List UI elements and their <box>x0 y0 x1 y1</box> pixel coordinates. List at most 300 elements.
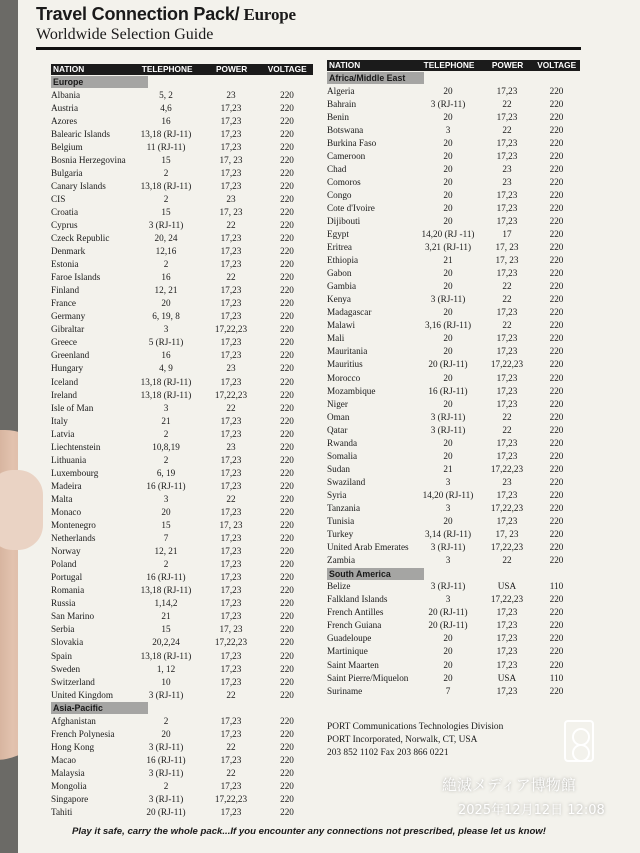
nation-cell: Azores <box>51 115 78 126</box>
table-row <box>327 672 580 685</box>
power-cell: 17,23 <box>220 337 242 348</box>
table-row <box>327 202 580 215</box>
power-cell: 17,23 <box>220 102 242 113</box>
power-cell: 17,23 <box>496 202 518 213</box>
table-row <box>327 150 580 163</box>
power-cell: 17,22,23 <box>214 389 248 400</box>
table-header <box>327 60 580 71</box>
table-row <box>51 480 313 493</box>
nation-cell: Afghanistan <box>51 715 96 726</box>
guide-subtitle: Worldwide Selection Guide <box>36 26 214 43</box>
voltage-cell: 220 <box>549 542 564 553</box>
header-nation: NATION <box>329 60 361 70</box>
voltage-cell: 220 <box>280 624 294 635</box>
telephone-cell: 3 <box>163 324 169 335</box>
power-cell: 17,23 <box>220 128 242 139</box>
nation-cell: Macao <box>51 754 76 765</box>
voltage-cell: 220 <box>549 450 564 461</box>
telephone-cell: 13,18 (RJ-11) <box>140 650 192 661</box>
nation-cell: Portugal <box>51 572 83 583</box>
telephone-cell: 12, 21 <box>154 546 178 557</box>
voltage-cell: 220 <box>280 233 294 244</box>
power-cell: USA <box>497 581 517 592</box>
power-cell: 23 <box>226 89 236 100</box>
power-cell: 23 <box>502 176 512 187</box>
header-telephone: TELEPHONE <box>141 64 193 74</box>
power-cell: 17,23 <box>220 167 242 178</box>
power-cell: 17,23 <box>496 516 518 527</box>
power-cell: 17,23 <box>220 546 242 557</box>
telephone-cell: 20, 24 <box>154 233 178 244</box>
nation-cell: Austria <box>51 102 79 113</box>
voltage-cell: 220 <box>280 741 294 752</box>
table-row <box>327 176 580 189</box>
power-cell: 17,23 <box>220 233 242 244</box>
voltage-cell: 220 <box>280 259 294 270</box>
voltage-cell: 220 <box>549 359 564 370</box>
nation-cell: Guadeloupe <box>327 633 372 644</box>
voltage-cell: 220 <box>549 529 564 540</box>
voltage-cell: 220 <box>280 89 294 100</box>
voltage-cell: 220 <box>280 428 294 439</box>
power-cell: 17,23 <box>220 728 242 739</box>
power-cell: 17,23 <box>220 715 242 726</box>
nation-cell: Madeira <box>51 480 82 491</box>
voltage-cell: 220 <box>280 180 294 191</box>
nation-cell: Iceland <box>51 376 79 387</box>
nation-cell: Faroe Islands <box>51 272 101 283</box>
table-row <box>51 415 313 428</box>
telephone-cell: 20 <box>443 437 453 448</box>
power-cell: 17, 23 <box>219 624 243 635</box>
telephone-cell: 20 <box>443 268 453 279</box>
nation-cell: Rwanda <box>327 437 358 448</box>
voltage-cell: 220 <box>280 715 294 726</box>
address-line: PORT Incorporated, Norwalk, CT, USA <box>327 735 478 745</box>
voltage-cell: 220 <box>280 559 294 570</box>
voltage-cell: 220 <box>280 115 294 126</box>
telephone-cell: 2 <box>163 193 169 204</box>
telephone-cell: 20 (RJ-11) <box>428 620 468 631</box>
table-row <box>327 228 580 241</box>
table-row <box>327 515 580 528</box>
nation-cell: Estonia <box>51 259 79 270</box>
telephone-cell: 2 <box>163 259 169 270</box>
table-row <box>51 584 313 597</box>
power-cell: 17,23 <box>220 285 242 296</box>
voltage-cell: 220 <box>280 389 294 400</box>
table-row <box>51 454 313 467</box>
voltage-cell: 220 <box>549 111 564 122</box>
power-cell: 17,23 <box>220 259 242 270</box>
voltage-cell: 220 <box>549 437 564 448</box>
telephone-cell: 20 <box>443 85 453 96</box>
table-row <box>327 124 580 137</box>
table-row <box>51 219 313 232</box>
table-row <box>327 580 580 593</box>
nation-cell: Netherlands <box>51 533 96 544</box>
power-cell: 22 <box>226 219 236 230</box>
voltage-cell: 220 <box>280 507 294 517</box>
table-row <box>51 323 313 336</box>
address-line: PORT Communications Technologies Division <box>327 722 504 732</box>
right-table <box>327 60 580 698</box>
nation-cell: Oman <box>327 411 350 422</box>
telephone-cell: 3 (RJ-11) <box>430 542 466 553</box>
telephone-cell: 3 (RJ-11) <box>148 793 184 804</box>
telephone-cell: 2 <box>163 559 169 570</box>
telephone-cell: 20 <box>161 298 171 309</box>
nation-cell: Congo <box>327 189 352 200</box>
voltage-cell: 220 <box>549 202 564 213</box>
power-cell: 17,23 <box>496 450 518 461</box>
telephone-cell: 20 <box>443 150 453 161</box>
telephone-cell: 3 <box>445 476 451 487</box>
region-heading: Asia-Pacific <box>51 702 148 714</box>
table-row <box>327 85 580 98</box>
table-row <box>327 372 580 385</box>
power-cell: 22 <box>502 98 512 109</box>
power-cell: 17 <box>502 229 512 240</box>
voltage-cell: 220 <box>280 193 294 204</box>
table-row <box>51 271 313 284</box>
voltage-cell: 220 <box>280 533 294 544</box>
voltage-cell: 220 <box>549 411 564 422</box>
telephone-cell: 3 <box>445 503 451 513</box>
table-row <box>327 215 580 228</box>
voltage-cell: 220 <box>280 206 294 217</box>
header-telephone: TELEPHONE <box>423 60 475 70</box>
power-cell: 17,23 <box>220 676 242 687</box>
telephone-cell: 16 <box>161 350 171 361</box>
voltage-cell: 220 <box>280 167 294 178</box>
voltage-cell: 220 <box>280 454 294 465</box>
table-row <box>51 206 313 219</box>
table-row <box>51 493 313 506</box>
power-cell: 17,23 <box>496 307 518 318</box>
nation-cell: Sudan <box>327 463 350 474</box>
voltage-cell: 220 <box>549 176 564 187</box>
power-cell: 17, 23 <box>495 529 519 540</box>
title-region: Europe <box>239 5 296 24</box>
power-cell: 17,23 <box>496 633 518 644</box>
voltage-cell: 220 <box>549 229 564 240</box>
nation-cell: Gibraltar <box>51 324 85 335</box>
telephone-cell: 20 <box>443 163 453 174</box>
table-row <box>327 437 580 450</box>
table-row <box>51 715 313 728</box>
header-voltage: VOLTAGE <box>537 60 577 70</box>
watermark: 絶滅メディア博物館 <box>442 776 576 794</box>
voltage-cell: 220 <box>280 728 294 739</box>
nation-cell: Finland <box>51 285 80 296</box>
voltage-cell: 220 <box>280 128 294 139</box>
table-row <box>51 519 313 532</box>
nation-cell: Malawi <box>327 320 356 331</box>
voltage-cell: 220 <box>280 676 294 687</box>
voltage-cell: 220 <box>549 294 564 305</box>
nation-cell: Switzerland <box>51 676 95 687</box>
power-cell: 17,23 <box>496 437 518 448</box>
nation-cell: Romania <box>51 585 85 596</box>
voltage-cell: 220 <box>280 219 294 230</box>
nation-cell: Cameroon <box>327 150 366 161</box>
nation-cell: CIS <box>51 193 66 204</box>
nation-cell: Zambia <box>327 555 356 566</box>
table-row <box>51 728 313 741</box>
telephone-cell: 11 (RJ-11) <box>146 141 186 152</box>
power-cell: 17,23 <box>496 189 518 200</box>
table-row <box>327 241 580 254</box>
telephone-cell: 15 <box>161 206 171 217</box>
telephone-cell: 20 <box>443 672 453 683</box>
voltage-cell: 220 <box>549 633 564 644</box>
voltage-cell: 220 <box>549 646 564 657</box>
table-row <box>51 754 313 767</box>
voltage-cell: 220 <box>280 350 294 361</box>
table-row <box>327 345 580 358</box>
nation-cell: Singapore <box>51 793 89 804</box>
voltage-cell: 220 <box>280 141 294 152</box>
table-row <box>327 163 580 176</box>
power-cell: 23 <box>226 193 236 204</box>
table-row <box>327 554 580 567</box>
telephone-cell: 20 <box>443 307 453 318</box>
voltage-cell: 220 <box>280 337 294 348</box>
table-row <box>327 137 580 150</box>
table-row <box>327 111 580 124</box>
telephone-cell: 3 (RJ-11) <box>430 411 466 422</box>
nation-cell: Tunisia <box>327 516 355 527</box>
voltage-cell: 220 <box>549 620 564 631</box>
power-cell: 17,23 <box>220 754 242 765</box>
power-cell: 17,22,23 <box>490 463 524 474</box>
nation-cell: Syria <box>327 489 347 500</box>
telephone-cell: 2 <box>163 428 169 439</box>
nation-cell: United Arab Emerates <box>327 542 409 553</box>
power-cell: 17,23 <box>220 559 242 570</box>
table-row <box>51 663 313 676</box>
power-cell: 17,23 <box>220 428 242 439</box>
power-cell: 17,23 <box>220 467 242 478</box>
power-cell: 22 <box>226 402 236 413</box>
table-row <box>51 506 313 519</box>
nation-cell: Mali <box>327 333 345 344</box>
telephone-cell: 3 (RJ-11) <box>148 767 184 778</box>
nation-cell: Montenegro <box>51 520 96 531</box>
table-row <box>51 128 313 141</box>
nation-cell: Italy <box>51 415 68 426</box>
power-cell: 17,22,23 <box>490 594 524 605</box>
power-cell: 22 <box>226 493 236 504</box>
region-heading: Africa/Middle East <box>327 72 424 84</box>
telephone-cell: 13,18 (RJ-11) <box>140 128 192 139</box>
table-row <box>327 424 580 437</box>
nation-cell: Cyprus <box>51 219 78 230</box>
power-cell: 17,23 <box>496 385 518 396</box>
table-row <box>51 389 313 402</box>
table-header <box>51 64 313 75</box>
header-voltage: VOLTAGE <box>267 64 307 74</box>
voltage-cell: 220 <box>280 402 294 413</box>
voltage-cell: 220 <box>280 520 294 531</box>
telephone-cell: 3,21 (RJ-11) <box>424 242 472 253</box>
nation-cell: Saint Maarten <box>327 659 379 670</box>
nation-cell: Tanzania <box>327 503 361 513</box>
telephone-cell: 20 <box>443 333 453 344</box>
nation-cell: Poland <box>51 559 77 570</box>
table-row <box>51 806 313 819</box>
power-cell: 23 <box>226 363 236 374</box>
telephone-cell: 5, 2 <box>159 89 173 100</box>
nation-cell: Swaziland <box>327 476 366 487</box>
guide-title <box>36 4 296 25</box>
table-row <box>327 502 580 515</box>
table-row <box>51 115 313 128</box>
voltage-cell: 220 <box>549 463 564 474</box>
power-cell: 17,23 <box>220 480 242 491</box>
voltage-cell: 220 <box>280 793 294 804</box>
telephone-cell: 3 <box>445 594 451 605</box>
table-row <box>51 623 313 636</box>
power-cell: 17,22,23 <box>490 359 524 370</box>
telephone-cell: 20 <box>443 111 453 122</box>
header-power: POWER <box>215 64 248 74</box>
power-cell: 17,22,23 <box>214 793 248 804</box>
telephone-cell: 12,16 <box>155 246 177 257</box>
voltage-cell: 220 <box>549 189 564 200</box>
nation-cell: Russia <box>51 598 76 609</box>
table-row <box>51 402 313 415</box>
voltage-cell: 220 <box>549 685 564 696</box>
telephone-cell: 13,18 (RJ-11) <box>140 180 192 191</box>
camera-icon <box>564 720 594 762</box>
power-cell: 17,23 <box>220 350 242 361</box>
table-row <box>327 306 580 319</box>
voltage-cell: 220 <box>280 324 294 335</box>
power-cell: 22 <box>226 272 236 283</box>
table-row <box>327 489 580 502</box>
power-cell: 17,23 <box>496 646 518 657</box>
voltage-cell: 220 <box>280 663 294 674</box>
nation-cell: Hong Kong <box>51 741 95 752</box>
table-row <box>327 685 580 698</box>
power-cell: 17,22,23 <box>490 503 524 513</box>
voltage-cell: 220 <box>280 546 294 557</box>
table-row <box>51 780 313 793</box>
nation-cell: Luxembourg <box>51 467 99 478</box>
telephone-cell: 20 <box>443 189 453 200</box>
telephone-cell: 6, 19, 8 <box>152 311 180 322</box>
telephone-cell: 15 <box>161 624 171 635</box>
voltage-cell: 220 <box>549 372 564 383</box>
nation-cell: Chad <box>327 163 347 174</box>
table-row <box>51 532 313 545</box>
telephone-cell: 3 (RJ-11) <box>430 98 466 109</box>
telephone-cell: 12, 21 <box>154 285 178 296</box>
telephone-cell: 14,20 (RJ -11) <box>421 229 475 240</box>
table-row <box>51 636 313 649</box>
nation-cell: Sweden <box>51 663 81 674</box>
voltage-cell: 220 <box>280 441 294 452</box>
power-cell: 17,23 <box>496 333 518 344</box>
voltage-cell: 220 <box>280 298 294 309</box>
voltage-cell: 220 <box>280 246 294 257</box>
header-nation: NATION <box>53 64 85 74</box>
telephone-cell: 20 <box>443 516 453 527</box>
nation-cell: Gambia <box>327 281 357 292</box>
telephone-cell: 20 <box>161 728 171 739</box>
nation-cell: Bosnia Herzegovina <box>51 154 126 165</box>
voltage-cell: 220 <box>280 415 294 426</box>
table-row <box>51 571 313 584</box>
power-cell: 22 <box>226 767 236 778</box>
address-line: 203 852 1102 Fax 203 866 0221 <box>327 748 449 758</box>
voltage-cell: 220 <box>549 320 564 331</box>
nation-cell: Denmark <box>51 246 86 257</box>
table-row <box>327 606 580 619</box>
voltage-cell: 220 <box>280 154 294 165</box>
nation-cell: Cote d'Ivoire <box>327 202 375 213</box>
table-row <box>327 385 580 398</box>
region-heading: Europe <box>51 76 148 88</box>
table-row <box>327 541 580 554</box>
power-cell: 17, 23 <box>219 206 243 217</box>
power-cell: 17,23 <box>220 650 242 661</box>
table-row <box>51 676 313 689</box>
nation-cell: Falkland Islands <box>327 594 388 605</box>
power-cell: 17,23 <box>220 376 242 387</box>
telephone-cell: 13,18 (RJ-11) <box>140 585 192 596</box>
voltage-cell: 220 <box>280 767 294 778</box>
nation-cell: Norway <box>51 546 81 557</box>
table-row <box>51 154 313 167</box>
table-row <box>327 332 580 345</box>
nation-cell: French Antilles <box>327 607 384 618</box>
nation-cell: Ethiopia <box>327 255 359 266</box>
table-row <box>51 284 313 297</box>
power-cell: 23 <box>502 163 512 174</box>
telephone-cell: 16 (RJ-11) <box>428 385 468 396</box>
voltage-cell: 220 <box>549 607 564 618</box>
telephone-cell: 16 <box>161 272 171 283</box>
table-row <box>51 467 313 480</box>
voltage-cell: 220 <box>549 307 564 318</box>
power-cell: 17,23 <box>220 415 242 426</box>
telephone-cell: 21 <box>443 255 453 266</box>
nation-cell: Suriname <box>327 685 363 696</box>
power-cell: 23 <box>502 476 512 487</box>
power-cell: 17,23 <box>220 598 242 609</box>
nation-cell: Burkina Faso <box>327 137 377 148</box>
telephone-cell: 2 <box>163 454 169 465</box>
voltage-cell: 220 <box>549 124 564 135</box>
power-cell: 17,23 <box>220 311 242 322</box>
telephone-cell: 10 <box>161 676 171 687</box>
telephone-cell: 14,20 (RJ-11) <box>422 489 474 500</box>
voltage-cell: 220 <box>549 346 564 357</box>
voltage-cell: 220 <box>549 398 564 409</box>
nation-cell: San Marino <box>51 611 95 622</box>
power-cell: 22 <box>502 555 512 566</box>
table-row <box>327 476 580 489</box>
nation-cell: Slovakia <box>51 637 84 648</box>
power-cell: 17,23 <box>220 780 242 791</box>
voltage-cell: 220 <box>549 137 564 148</box>
telephone-cell: 7 <box>445 685 451 696</box>
power-cell: 17,23 <box>496 346 518 357</box>
table-row <box>51 102 313 115</box>
